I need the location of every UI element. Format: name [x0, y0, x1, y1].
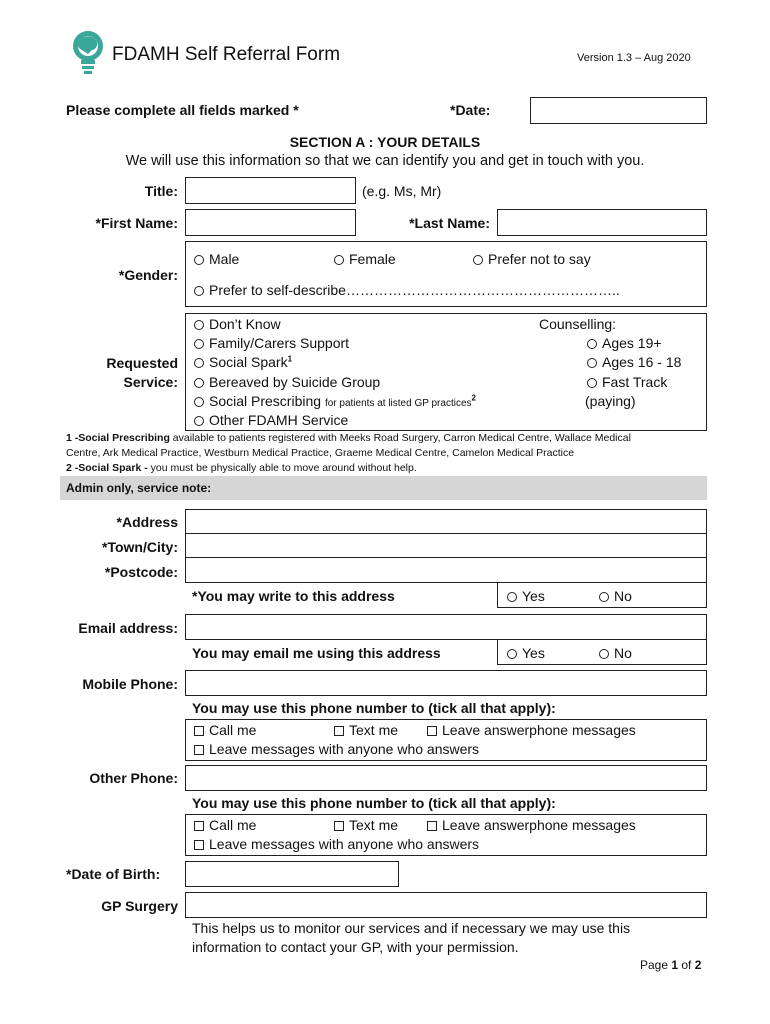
- mobile-input[interactable]: [185, 670, 707, 696]
- radio-icon: [587, 378, 597, 388]
- gp-label: GP Surgery: [101, 898, 178, 914]
- radio-icon: [599, 592, 609, 602]
- other-phone-use-text: You may use this phone number to (tick all that apply):: [192, 795, 556, 811]
- mobile-label: Mobile Phone:: [82, 676, 178, 692]
- last-name-input[interactable]: [497, 209, 707, 236]
- admin-note-label: Admin only, service note:: [66, 481, 212, 495]
- town-label: *Town/City:: [102, 539, 178, 555]
- title-label: Title:: [144, 183, 178, 199]
- radio-icon: [587, 339, 597, 349]
- service-other-option[interactable]: Other FDAMH Service: [194, 412, 348, 428]
- first-name-input[interactable]: [185, 209, 356, 236]
- radio-icon: [194, 416, 204, 426]
- service-social-prescribing-option[interactable]: Social Prescribing for patients at listed GP practices$^2$: [194, 393, 476, 409]
- radio-icon: [587, 358, 597, 368]
- other-phone-answerphone-checkbox[interactable]: Leave answerphone messages: [427, 817, 636, 833]
- date-input[interactable]: [530, 97, 707, 124]
- email-input[interactable]: [185, 614, 707, 640]
- gender-female-option[interactable]: Female: [334, 251, 396, 267]
- checkbox-icon: [194, 745, 204, 755]
- radio-icon: [507, 649, 517, 659]
- title-input[interactable]: [185, 177, 356, 204]
- gender-self-describe-option[interactable]: Prefer to self-describe…………………………………………………..: [194, 282, 620, 298]
- radio-icon: [194, 286, 204, 296]
- other-phone-label: Other Phone:: [89, 770, 178, 786]
- postcode-input[interactable]: [185, 557, 707, 583]
- footnote-2: 2 -Social Spark - you must be physically able to move around without help.: [66, 462, 417, 474]
- other-phone-anyone-checkbox[interactable]: Leave messages with anyone who answers: [194, 836, 479, 852]
- radio-icon: [507, 592, 517, 602]
- gp-input[interactable]: [185, 892, 707, 918]
- service-label-1: Requested: [106, 355, 178, 371]
- counselling-ages-19-option[interactable]: Ages 19+: [587, 335, 662, 351]
- gender-prefer-not-option[interactable]: Prefer not to say: [473, 251, 591, 267]
- service-bereaved-option[interactable]: Bereaved by Suicide Group: [194, 374, 380, 390]
- gender-label: *Gender:: [118, 267, 178, 283]
- email-consent-text: You may email me using this address: [192, 645, 441, 661]
- gender-male-option[interactable]: Male: [194, 251, 239, 267]
- postcode-label: *Postcode:: [104, 564, 178, 580]
- address-label: *Address: [116, 514, 178, 530]
- write-consent-yes[interactable]: Yes: [507, 588, 545, 604]
- checkbox-icon: [194, 840, 204, 850]
- head-lightbulb-logo-icon: [66, 28, 110, 76]
- footnote-1: 1 -Social Prescribing available to patients registered with Meeks Road Surgery, Carron Medical Centre, Wallace Medical: [66, 432, 631, 444]
- date-label: *Date:: [450, 102, 491, 118]
- counselling-title: Counselling:: [539, 316, 617, 332]
- service-social-spark-option[interactable]: Social Spark$^1$: [194, 354, 292, 370]
- mobile-answerphone-checkbox[interactable]: Leave answerphone messages: [427, 722, 636, 738]
- address-input[interactable]: [185, 509, 707, 534]
- radio-icon: [599, 649, 609, 659]
- radio-icon: [473, 255, 483, 265]
- write-consent-no[interactable]: No: [599, 588, 632, 604]
- checkbox-icon: [334, 821, 344, 831]
- mobile-anyone-checkbox[interactable]: Leave messages with anyone who answers: [194, 741, 479, 757]
- radio-icon: [194, 378, 204, 388]
- gp-note-line-1: This helps us to monitor our services and if necessary we may use this: [192, 920, 631, 936]
- checkbox-icon: [427, 726, 437, 736]
- counselling-paying-note: (paying): [585, 393, 636, 409]
- radio-icon: [194, 358, 204, 368]
- radio-icon: [194, 397, 204, 407]
- checkbox-icon: [427, 821, 437, 831]
- mobile-call-checkbox[interactable]: Call me: [194, 722, 256, 738]
- other-phone-text-checkbox[interactable]: Text me: [334, 817, 398, 833]
- email-consent-yes[interactable]: Yes: [507, 645, 545, 661]
- mobile-use-text: You may use this phone number to (tick all that apply):: [192, 700, 556, 716]
- counselling-ages-16-option[interactable]: Ages 16 - 18: [587, 354, 681, 370]
- checkbox-icon: [194, 726, 204, 736]
- logo: [66, 28, 110, 76]
- other-phone-input[interactable]: [185, 765, 707, 791]
- service-family-option[interactable]: Family/Carers Support: [194, 335, 349, 351]
- form-title: FDAMH Self Referral Form: [112, 44, 341, 65]
- page-number: Page 1 of 2: [640, 958, 702, 972]
- email-label: Email address:: [78, 620, 178, 636]
- mobile-text-checkbox[interactable]: Text me: [334, 722, 398, 738]
- footnote-1-cont: Centre, Ark Medical Practice, Westburn Medical Practice, Graeme Medical Centre, Camelon Medical Practice: [66, 447, 575, 459]
- dob-label: *Date of Birth:: [66, 866, 161, 882]
- radio-icon: [194, 320, 204, 330]
- dob-input[interactable]: [185, 861, 399, 887]
- other-phone-call-checkbox[interactable]: Call me: [194, 817, 256, 833]
- section-a-title: SECTION A : YOUR DETAILS: [289, 134, 481, 150]
- town-input[interactable]: [185, 533, 707, 558]
- radio-icon: [194, 255, 204, 265]
- gp-note-line-2: information to contact your GP, with your permission.: [192, 939, 519, 955]
- first-name-label: *First Name:: [95, 215, 178, 231]
- radio-icon: [194, 339, 204, 349]
- counselling-fast-track-option[interactable]: Fast Track: [587, 374, 667, 390]
- radio-icon: [334, 255, 344, 265]
- write-consent-text: *You may write to this address: [192, 588, 395, 604]
- section-a-intro: We will use this information so that we can identify you and get in touch with you.: [125, 153, 645, 169]
- instruction-text: Please complete all fields marked *: [66, 102, 299, 118]
- version-label: Version 1.3 – Aug 2020: [577, 52, 691, 64]
- email-consent-no[interactable]: No: [599, 645, 632, 661]
- title-hint: (e.g. Ms, Mr): [362, 183, 442, 199]
- service-dont-know-option[interactable]: Don’t Know: [194, 316, 281, 332]
- service-label-2: Service:: [123, 374, 178, 390]
- checkbox-icon: [194, 821, 204, 831]
- checkbox-icon: [334, 726, 344, 736]
- last-name-label: *Last Name:: [409, 215, 490, 231]
